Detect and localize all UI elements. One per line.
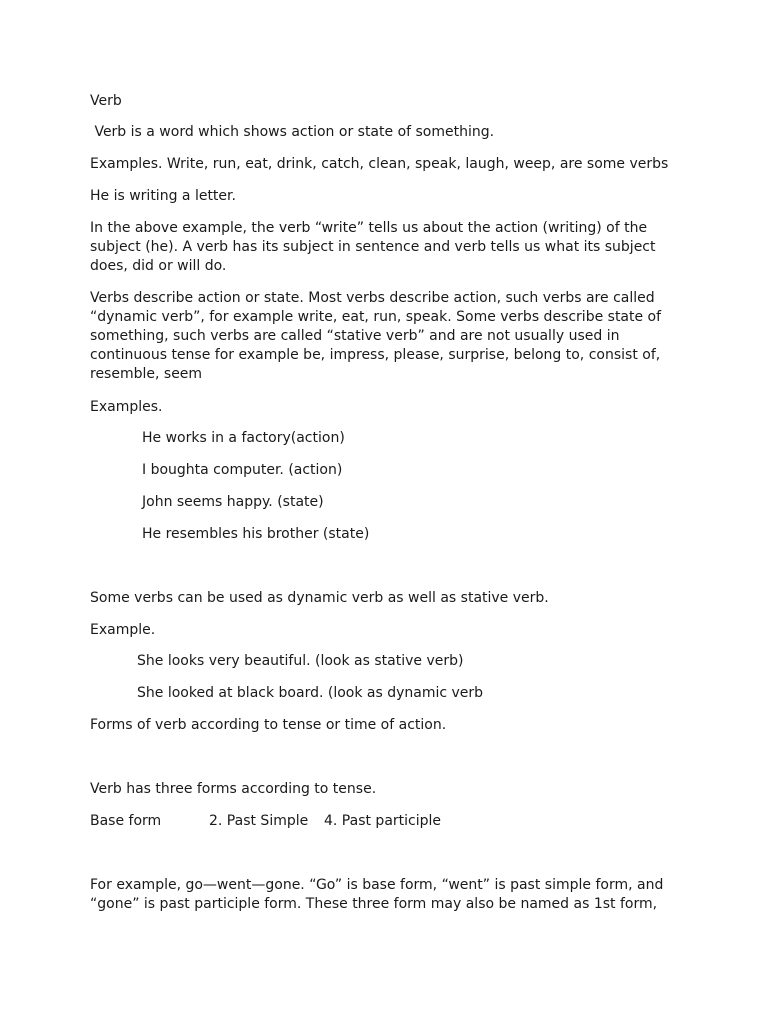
dynamic-stative-paragraph: Verbs describe action or state. Most verbs describe action, such verbs are called “dynamic verb”, for example write, eat, run, speak. Some verbs describe state of something, such verbs are called “stative verb” and are not usually used in continuous tense for example be, impress, please, surprise, belong to, consist of, resemble, seem — [90, 290, 662, 382]
example-item: I boughta computer. (action) — [142, 462, 343, 478]
past-simple-label: 2. Past Simple — [209, 813, 309, 829]
example-item: He works in a factory(action) — [142, 430, 345, 446]
examples-list-text: Examples. Write, run, eat, drink, catch, clean, speak, laugh, weep, are some verbs — [90, 156, 669, 172]
forms-row — [90, 812, 690, 831]
past-participle-label: 4. Past participle — [324, 813, 442, 829]
base-form-label: Base form — [90, 813, 162, 829]
both-usage-text: Some verbs can be used as dynamic verb as well as stative verb. — [90, 590, 549, 606]
definition-text: Verb is a word which shows action or state of something. — [90, 124, 495, 140]
example-sentence: He is writing a letter. — [90, 188, 236, 204]
example-heading: Example. — [90, 622, 156, 638]
forms-heading: Forms of verb according to tense or time of action. — [90, 717, 447, 733]
examples-heading: Examples. — [90, 399, 163, 415]
both-example-item: She looks very beautiful. (look as stative verb) — [137, 653, 464, 669]
forms-example-paragraph: For example, go—went—gone. “Go” is base form, “went” is past simple form, and “gone” is past participle form. These three form may also be named as 1st form, — [90, 877, 664, 912]
both-example-item: She looked at black board. (look as dynamic verb — [137, 685, 484, 701]
example-item: He resembles his brother (state) — [142, 526, 370, 542]
three-forms-text: Verb has three forms according to tense. — [90, 781, 377, 797]
example-item: John seems happy. (state) — [142, 494, 324, 510]
explanation-paragraph: In the above example, the verb “write” tells us about the action (writing) of the subject (he). A verb has its subject in sentence and verb tells us what its subject does, did or will do. — [90, 220, 656, 274]
document-title: Verb — [90, 93, 122, 109]
